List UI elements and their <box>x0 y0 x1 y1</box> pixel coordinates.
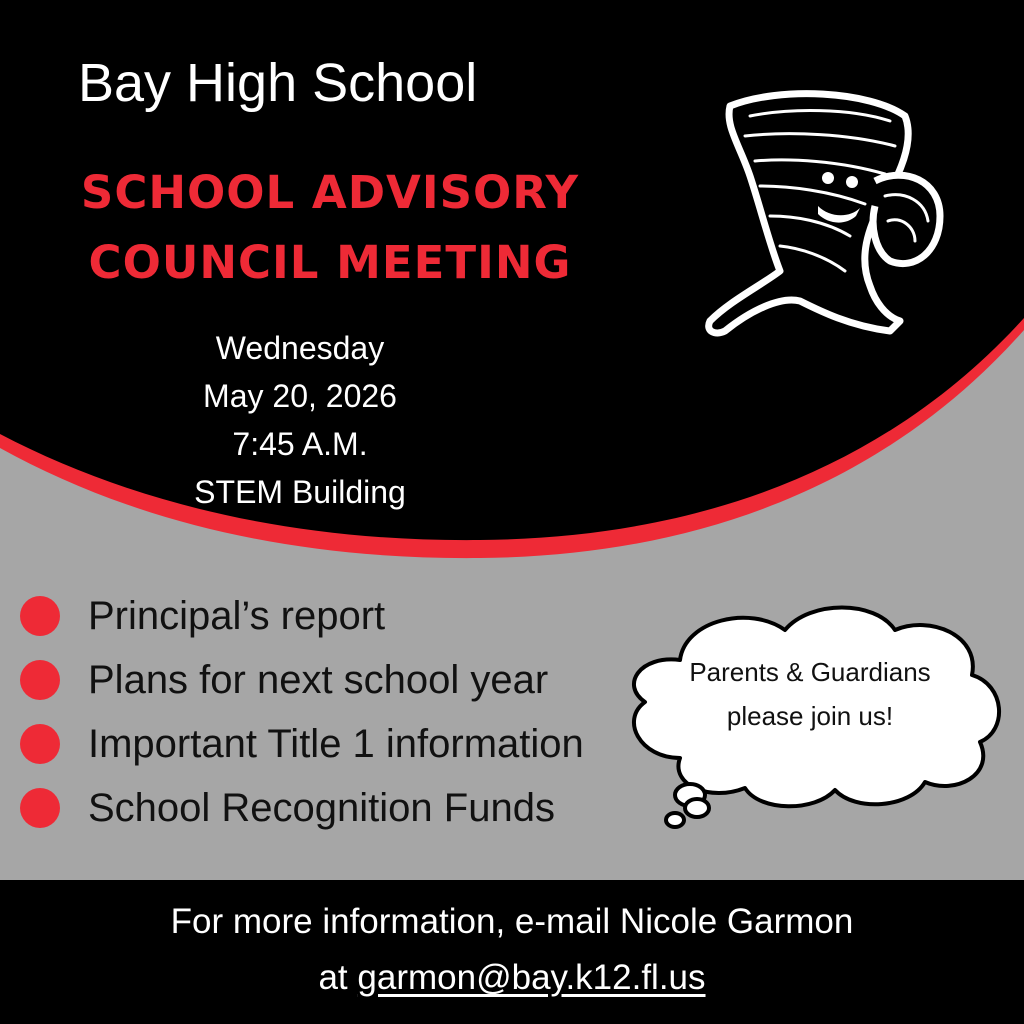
school-name: Bay High School <box>78 53 478 113</box>
meeting-title-line1: SCHOOL ADVISORY <box>80 166 580 219</box>
meeting-title <box>30 158 630 298</box>
callout-line1: Parents & Guardians <box>689 657 931 687</box>
callout-text <box>640 650 980 738</box>
footer-at-label: at <box>318 958 348 997</box>
footer-contact-text: For more information, e-mail Nicole Garmon <box>170 902 854 941</box>
red-bullet-icon <box>20 596 60 636</box>
meeting-date: May 20, 2026 <box>203 378 397 414</box>
meeting-title-line2: COUNCIL MEETING <box>88 236 572 289</box>
agenda-item <box>20 584 584 648</box>
agenda-list <box>20 584 584 840</box>
callout-line2: please join us! <box>726 701 894 731</box>
footer-email-line <box>0 958 1024 998</box>
agenda-item-text: Important Title 1 information <box>88 721 584 766</box>
red-bullet-icon <box>20 724 60 764</box>
tornado-mascot-icon <box>700 86 950 354</box>
meeting-details <box>140 324 460 516</box>
agenda-item <box>20 776 584 840</box>
agenda-item-text: School Recognition Funds <box>88 785 555 830</box>
meeting-time: 7:45 A.M. <box>232 426 368 462</box>
meeting-day: Wednesday <box>215 330 385 366</box>
email-link[interactable]: garmon@bay.k12.fl.us <box>357 958 706 997</box>
red-bullet-icon <box>20 660 60 700</box>
footer <box>0 880 1024 1024</box>
agenda-item <box>20 712 584 776</box>
meeting-location: STEM Building <box>194 474 406 510</box>
agenda-item <box>20 648 584 712</box>
agenda-item-text: Plans for next school year <box>88 657 549 702</box>
agenda-item-text: Principal’s report <box>88 593 386 638</box>
red-bullet-icon <box>20 788 60 828</box>
